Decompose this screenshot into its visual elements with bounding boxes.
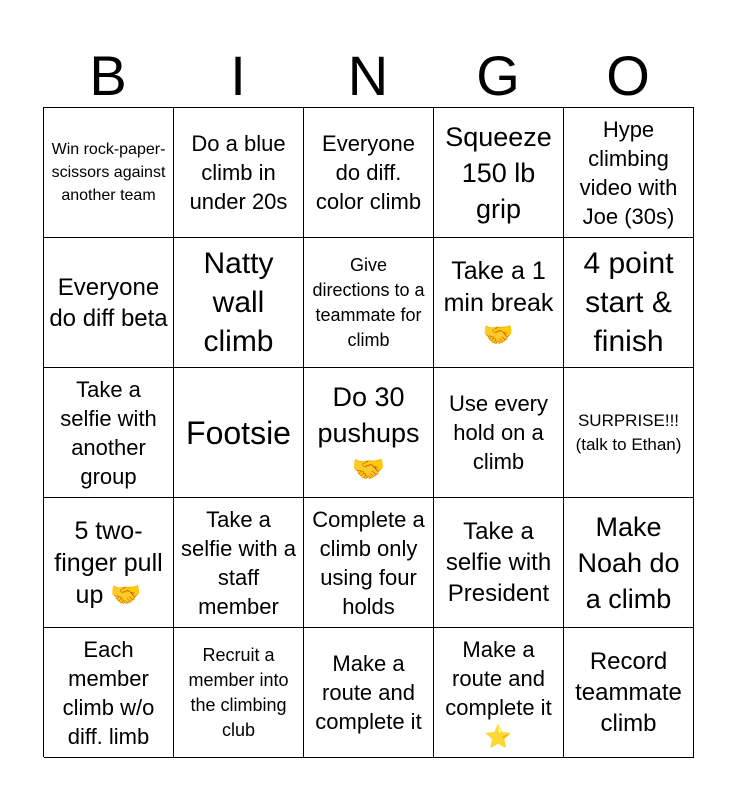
- cell-text: Win rock-paper-scissors against another team: [51, 141, 166, 204]
- header-letter-b: B: [89, 44, 127, 107]
- bingo-cell-3-5[interactable]: [564, 368, 694, 498]
- cell-text: 5 two-finger pull up 🤝: [54, 516, 163, 609]
- bingo-cell-2-2[interactable]: [174, 238, 304, 368]
- cell-text: Do a blue climb in under 20s: [189, 131, 288, 214]
- bingo-grid: [43, 107, 694, 757]
- bingo-cell-4-4[interactable]: [434, 498, 564, 628]
- cell-text: Take a selfie with another group: [60, 376, 157, 489]
- cell-text: Hype climbing video with Joe (30s): [579, 116, 678, 229]
- bingo-cell-2-1[interactable]: [44, 238, 174, 368]
- cell-text: Everyone do diff beta: [49, 273, 168, 332]
- cell-text: Use every hold on a climb: [448, 391, 549, 474]
- bingo-cell-1-1[interactable]: [44, 108, 174, 238]
- bingo-cell-5-1[interactable]: [44, 628, 174, 758]
- cell-text: Do 30 pushups 🤝: [317, 381, 420, 484]
- bingo-cell-1-5[interactable]: [564, 108, 694, 238]
- cell-text: Take a selfie with a staff member: [181, 506, 296, 619]
- cell-text: Make Noah do a climb: [577, 511, 680, 614]
- header-letter-o: O: [606, 44, 650, 107]
- bingo-cell-3-3[interactable]: [304, 368, 434, 498]
- bingo-cell-3-1[interactable]: [44, 368, 174, 498]
- bingo-header: [43, 45, 693, 107]
- header-letter-g: G: [476, 44, 520, 107]
- cell-text: Record teammate climb: [575, 648, 682, 737]
- bingo-cell-5-2[interactable]: [174, 628, 304, 758]
- bingo-cell-3-2[interactable]: [174, 368, 304, 498]
- header-letter-n: N: [347, 44, 389, 107]
- bingo-cell-5-4[interactable]: [434, 628, 564, 758]
- bingo-cell-4-1[interactable]: [44, 498, 174, 628]
- bingo-cell-2-4[interactable]: [434, 238, 564, 368]
- cell-text: Footsie: [186, 414, 291, 451]
- bingo-cell-1-3[interactable]: [304, 108, 434, 238]
- cell-text: Give directions to a teammate for climb: [312, 254, 425, 350]
- cell-text: Each member climb w/o diff. limb: [62, 636, 155, 749]
- cell-text: Make a route and complete it: [315, 651, 422, 734]
- cell-text: 4 point start & finish: [583, 247, 674, 358]
- cell-text: Squeeze 150 lb grip: [445, 121, 552, 224]
- bingo-cell-4-5[interactable]: [564, 498, 694, 628]
- bingo-cell-5-5[interactable]: [564, 628, 694, 758]
- cell-text: Take a selfie with President: [445, 518, 552, 607]
- bingo-cell-5-3[interactable]: [304, 628, 434, 758]
- bingo-cell-2-5[interactable]: [564, 238, 694, 368]
- bingo-cell-3-4[interactable]: [434, 368, 564, 498]
- cell-text: Take a 1 min break 🤝: [443, 256, 554, 349]
- bingo-cell-4-3[interactable]: [304, 498, 434, 628]
- bingo-cell-2-3[interactable]: [304, 238, 434, 368]
- bingo-cell-1-2[interactable]: [174, 108, 304, 238]
- cell-text: Make a route and complete it ⭐: [445, 636, 552, 749]
- cell-text: SURPRISE!!! (talk to Ethan): [575, 410, 682, 454]
- bingo-cell-4-2[interactable]: [174, 498, 304, 628]
- header-letter-i: I: [230, 44, 246, 107]
- cell-text: Everyone do diff. color climb: [315, 131, 422, 214]
- cell-text: Complete a climb only using four holds: [312, 506, 425, 619]
- cell-text: Recruit a member into the climbing club: [188, 644, 289, 740]
- bingo-cell-1-4[interactable]: [434, 108, 564, 238]
- cell-text: Natty wall climb: [203, 247, 274, 358]
